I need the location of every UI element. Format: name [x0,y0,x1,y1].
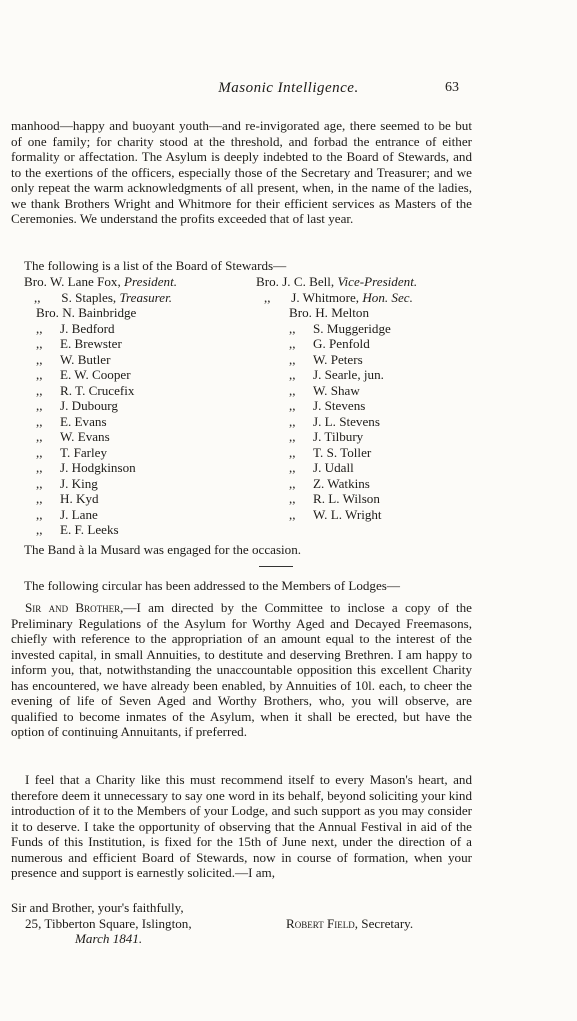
treasurer-title: Treasurer. [119,290,173,305]
address-line [11,916,472,932]
date-line: March 1841. [75,931,143,946]
steward-name: W. Evans [60,429,110,444]
ditto-mark: ,, [36,367,43,382]
ditto-mark: ,, [36,522,43,537]
ditto-mark: ,, [36,506,43,522]
vice-president-line [256,274,417,290]
steward-name: J. Bedford [60,320,115,336]
steward-name: T. S. Toller [313,444,372,460]
ditto-mark: ,, [289,367,296,382]
running-title: Masonic Intelligence. [218,80,359,96]
steward-entry [36,321,136,337]
ditto-mark: ,, [289,398,296,413]
section-divider [259,566,293,567]
steward-entry [36,383,136,399]
ditto-mark: ,, [36,429,43,444]
steward-name: S. Muggeridge [313,320,391,336]
circular-paragraph-1 [11,600,472,740]
steward-name: E. F. Leeks [60,522,119,537]
ditto-mark: ,, [36,351,43,367]
ditto-mark: ,, [289,429,296,444]
page-number: 63 [445,80,459,95]
ditto-mark: ,, [36,444,43,460]
ditto-mark: ,, [34,290,41,305]
steward-name: J. King [60,475,98,491]
steward-entry [36,522,136,538]
president-line [24,274,177,290]
closing-line: Sir and Brother, your's faithfully, [11,900,184,915]
steward-name: W. L. Wright [313,506,382,522]
steward-name: E. Evans [60,413,107,429]
steward-name: W. Shaw [313,382,360,398]
band-note: The Band à la Musard was engaged for the occasion. [24,542,302,557]
steward-name: J. Tilbury [313,429,364,444]
ditto-mark: ,, [264,290,271,305]
ditto-mark: ,, [289,320,296,336]
steward-entry [36,491,136,507]
steward-name: Z. Watkins [313,475,370,491]
stewards-left-column [36,305,136,538]
steward-name: W. Butler [60,351,111,367]
secretary-line [264,290,413,306]
steward-entry [289,336,391,352]
steward-entry [289,476,391,492]
secretary-name: J. Whitmore, [291,290,360,305]
steward-entry [36,305,136,321]
steward-name: Bro. H. Melton [289,305,370,320]
ditto-mark: ,, [36,460,43,475]
steward-entry [36,398,136,414]
steward-entry [289,491,391,507]
vice-president-title: Vice-President. [337,274,418,289]
ditto-mark: ,, [289,351,296,367]
steward-entry [289,414,391,430]
paragraph-festival: manhood—happy and buoyant youth—and re-invigorated age, there seemed to be but of one family; for charity stood at the threshold, and forbad the entrance of either formality or affectation. The Asylum is deeply indebted to the Board of Stewards, and to the exertions of the officers, especially those of the Secretary and Treasurer; and we only repeat the warm acknowledgments of all present, when, in the name of the ladies, we thank Brothers Wright and Whitmore for their efficient services as Masters of the Ceremonies. We understand the profits exceeded that of last year. [11,118,472,226]
steward-name: T. Farley [60,444,108,460]
ditto-mark: ,, [289,506,296,522]
steward-name: J. Hodgkinson [60,460,136,475]
steward-entry [289,398,391,414]
steward-name: J. Stevens [313,398,366,413]
ditto-mark: ,, [289,444,296,460]
steward-name: J. Searle, jun. [313,367,384,382]
steward-entry [36,336,136,352]
steward-name: J. Udall [313,460,354,475]
steward-entry [36,414,136,430]
ditto-mark: ,, [36,413,43,429]
steward-name: E. W. Cooper [60,367,131,382]
ditto-mark: ,, [289,382,296,398]
steward-entry [36,476,136,492]
president-name: Bro. W. Lane Fox, [24,274,121,289]
ditto-mark: ,, [289,475,296,491]
steward-name: J. L. Stevens [313,413,380,429]
president-title: President. [124,274,178,289]
ditto-mark: ,, [36,382,43,398]
ditto-mark: ,, [36,336,43,351]
stewards-right-column [289,305,391,522]
steward-entry [36,460,136,476]
ditto-mark: ,, [289,413,296,429]
circular-intro: The following circular has been addressed to the Members of Lodges— [24,578,400,593]
steward-entry [36,507,136,523]
steward-name: H. Kyd [60,491,99,506]
steward-name: E. Brewster [60,336,122,351]
vice-president-name: Bro. J. C. Bell, [256,274,335,289]
steward-name: J. Lane [60,506,98,522]
ditto-mark: ,, [289,336,296,351]
signature-name: Robert Field, [286,915,359,931]
steward-entry [289,429,391,445]
ditto-mark: ,, [36,475,43,491]
stewards-intro: The following is a list of the Board of Stewards— [24,258,287,273]
signature-title: Secretary. [361,915,414,931]
steward-entry [36,352,136,368]
steward-name: G. Penfold [313,336,370,351]
steward-entry [36,445,136,461]
address: 25, Tibberton Square, Islington, [25,915,192,931]
steward-name: R. T. Crucefix [60,382,135,398]
treasurer-line [34,290,172,306]
secretary-title: Hon. Sec. [362,290,413,305]
ditto-mark: ,, [289,491,296,506]
steward-name: R. L. Wilson [313,491,380,506]
signature [286,916,413,932]
treasurer-name: S. Staples, [61,290,117,305]
steward-entry [289,460,391,476]
ditto-mark: ,, [36,398,43,413]
ditto-mark: ,, [289,460,296,475]
steward-name: W. Peters [313,351,363,367]
steward-entry [289,321,391,337]
steward-entry [36,429,136,445]
steward-name: Bro. N. Bainbridge [36,305,137,320]
steward-entry [289,507,391,523]
salutation: Sir and Brother, [25,600,124,615]
signoff-block [11,900,472,947]
circular-paragraph-1-text: —I am directed by the Committee to inclose a copy of the Preliminary Regulations of the Asylum for Worthy Aged and Decayed Freemasons, chiefly with reference to the appropriation of an amount equal to the interest of the invested capital, in small Annuities, to destitute and deserving Brethren. I am happy to inform you, that, notwithstanding the unaccountable opposition this excellent Charity has encountered, we have already been enabled, by Annuities of 10l. each, to cheer the evening of life of Seven Aged and Worthy Brothers, who, you will observe, are qualified to become inmates of the Asylum, when it shall be erected, but have the option of continuing Annuitants, if preferred. [11,600,472,739]
steward-entry [289,445,391,461]
steward-entry [289,367,391,383]
ditto-mark: ,, [36,320,43,336]
circular-paragraph-2: I feel that a Charity like this must recommend itself to every Mason's heart, and therefore deem it unnecessary to say one word in its behalf, beyond soliciting your kind introduction of it to the Members of your Lodge, and such support as you may consider it to deserve. I take the opportunity of observing that the Annual Festival in aid of the Funds of this Institution, is fixed for the 15th of June next, under the direction of a numerous and efficient Board of Stewards, now in course of formation, when your presence and support is earnestly solicited.—I am, [11,772,472,880]
steward-entry [289,305,391,321]
steward-entry [289,383,391,399]
steward-name: J. Dubourg [60,398,118,413]
steward-entry [36,367,136,383]
ditto-mark: ,, [36,491,43,506]
steward-entry [289,352,391,368]
